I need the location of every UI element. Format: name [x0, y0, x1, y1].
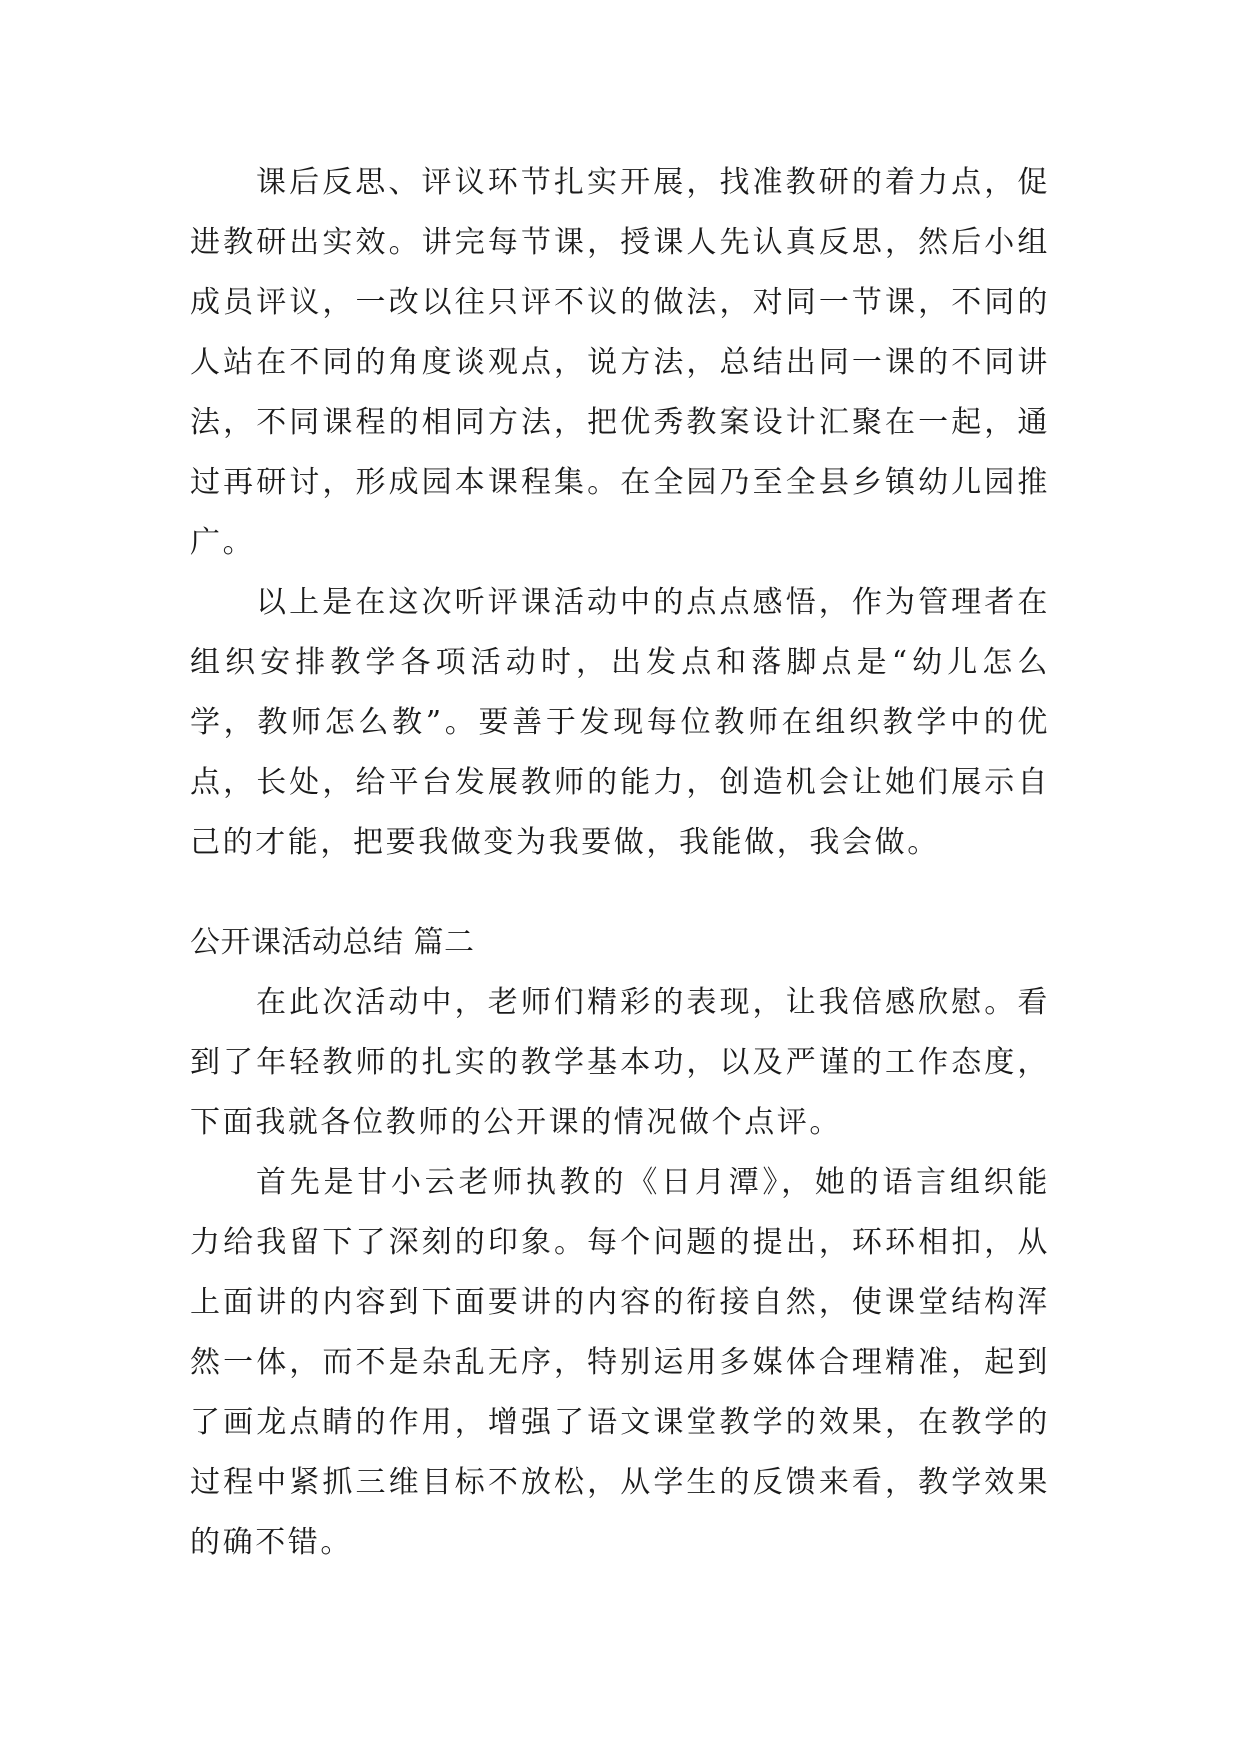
- paragraph-review: 首先是甘小云老师执教的《日月潭》，她的语言组织能力给我留下了深刻的印象。每个问题的提出，环环相扣，从上面讲的内容到下面要讲的内容的衔接自然，使课堂结构浑然一体，而不是杂乱无序，特别运用多媒体合理精准，起到了画龙点睛的作用，增强了语文课堂教学的效果，在教学的过程中紧抓三维目标不放松，从学生的反馈来看，教学效果的确不错。: [190, 1165, 1050, 1560]
- text-block-section-two: [190, 913, 1050, 1573]
- section-heading: 公开课活动总结 篇二: [190, 925, 475, 960]
- paragraph-insights: 以上是在这次听评课活动中的点点感悟，作为管理者在组织安排教学各项活动时，出发点和落脚点是“幼儿怎么学，教师怎么教”。要善于发现每位教师在组织教学中的优点，长处，给平台发展教师的能力，创造机会让她们展示自己的才能，把要我做变为我要做，我能做，我会做。: [190, 585, 1050, 860]
- paragraph-reflection: 课后反思、评议环节扎实开展，找准教研的着力点，促进教研出实效。讲完每节课，授课人先认真反思，然后小组成员评议，一改以往只评不议的做法，对同一节课，不同的人站在不同的角度谈观点，说方法，总结出同一课的不同讲法，不同课程的相同方法，把优秀教案设计汇聚在一起，通过再研讨，形成园本课程集。在全园乃至全县乡镇幼儿园推广。: [190, 165, 1050, 560]
- paragraph-activity: 在此次活动中，老师们精彩的表现，让我倍感欣慰。看到了年轻教师的扎实的教学基本功，以及严谨的工作态度，下面我就各位教师的公开课的情况做个点评。: [190, 985, 1050, 1140]
- text-block-top: [190, 153, 1050, 873]
